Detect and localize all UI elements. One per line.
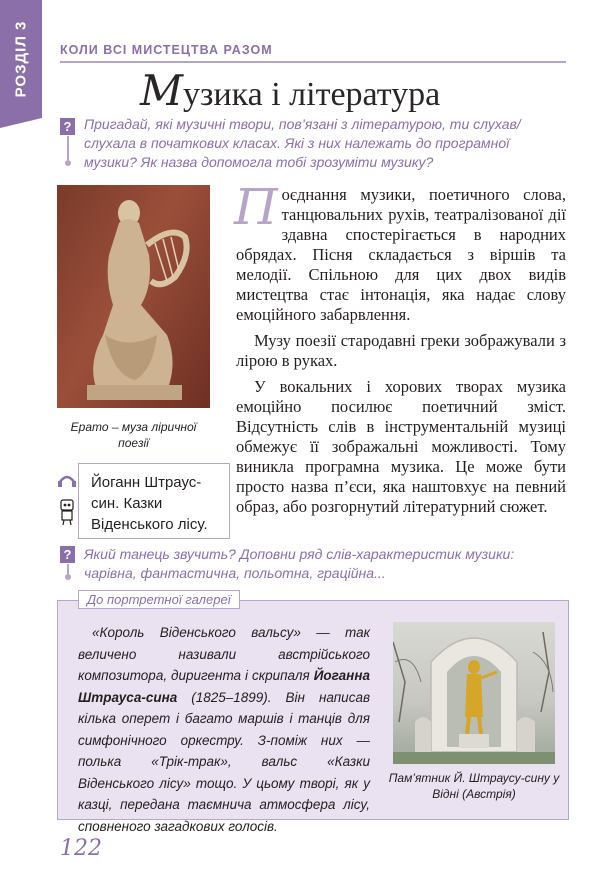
question-icon: ? (60, 118, 75, 135)
drop-cap: П (234, 178, 278, 236)
question-dot-2 (65, 574, 71, 580)
gallery-text (78, 622, 370, 837)
title-rest: узика і література (183, 76, 441, 113)
gallery-text-end: (1825–1899). Він написав кілька оперет і багато маршів і танців для симфонічного оркестру. З-поміж них — полька «Трік-трак», вальс «Казки Віденського лісу» тощо. У цьому творі, як у казці, передана таємнича атмосфера лісу, сповненого загадкових голосів. (78, 689, 370, 834)
question-dance-words: чарівна, фантастична, польотна, граційна... (84, 565, 386, 581)
chapter-title: КОЛИ ВСІ МИСТЕЦТВА РАЗОМ (60, 43, 273, 57)
paragraph-2: Музу поезії стародавні греки зображували з лірою в руках. (236, 331, 566, 370)
question-icon-2: ? (60, 546, 75, 563)
statue-caption: Ерато – муза ліричної поезії (70, 420, 197, 450)
listen-robot-icon (57, 470, 77, 530)
monument-icon (393, 622, 555, 764)
statue-photo (57, 185, 210, 408)
listen-box (78, 463, 230, 539)
paragraph-3: У вокальних і хорових творах музика емоційно посилює поетичний зміст. Відсутність слів в інструментальній музиці обмежує її зображальні можливості. Тому виникла програмна музика. Це може бути просто назва п’єси, яка наштовхує на певний образ, або розгорнутий літературний сюжет. (236, 377, 566, 516)
listen-text: Йоганн Штраус-син. Казки Віденського лісу. (91, 474, 208, 533)
question-recall: Пригадай, які музичні твори, пов’язані з літературою, ти слухав/слухала в початкових класах. Які з них належать до програмної музики? Як назва допомогла тобі зрозуміти музику? (84, 116, 521, 170)
page-number: 122 (60, 836, 102, 861)
page-title (140, 66, 560, 115)
section-tab (0, 0, 42, 118)
gallery-label: До портретної галереї (78, 590, 240, 609)
main-text (234, 178, 566, 517)
monument-caption: Пам’ятник Й. Штраусу-сину у Відні (Австрія) (388, 771, 560, 801)
paragraph-1-text: оєднання музики, поетичного слова, танцювальних рухів, театралізованої дії здавна спостерігається в народних обрядах. Пісня складається з віршів та мелодії. Спільною для цих двох видів мистецтва стає інтонація, яка надає слову емоційного забарвлення. (236, 185, 566, 324)
paragraph-1 (234, 178, 566, 325)
monument-photo (393, 622, 555, 764)
question-dance-main: Який танець звучить? Доповни ряд слів-характеристик музики: (84, 546, 515, 562)
statue-figure-icon (57, 185, 210, 408)
chapter-rule (60, 61, 566, 63)
composer-name: Йоганна Штрауса-сина (78, 668, 370, 705)
gallery-paragraph (78, 622, 370, 837)
section-tab-label: РОЗДІЛ 3 (12, 20, 30, 98)
question-dot (65, 160, 71, 166)
question-dance (84, 545, 566, 583)
question-connector-2 (67, 564, 69, 574)
gallery-text-start: «Король Віденського вальсу» — так величено називали австрійського композитора, диригента і скрипаля (78, 625, 370, 683)
question-connector (67, 136, 69, 160)
title-initial: М (140, 66, 184, 115)
